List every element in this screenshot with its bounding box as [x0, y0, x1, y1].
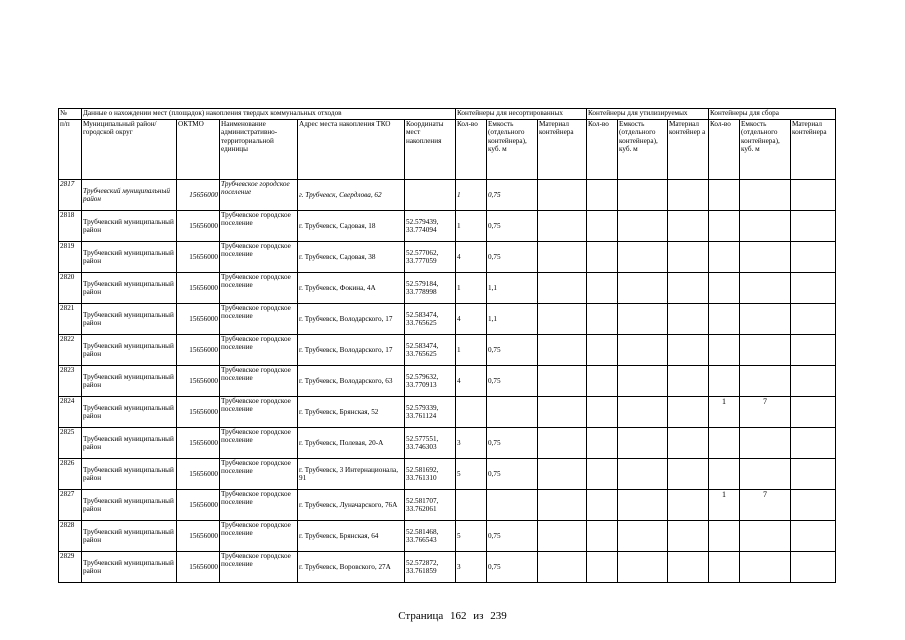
- header-material2: Материал контейнер а: [668, 120, 709, 180]
- row-oktmo: 15656000: [177, 459, 220, 490]
- row-coords: 52.581468, 33.766543: [405, 521, 456, 552]
- header-address: Адрес места накопления ТКО: [298, 120, 405, 180]
- row-address: г. Трубчевск, Свердлова, 62: [298, 180, 405, 211]
- table-row: [59, 459, 836, 490]
- row-capacity: 0,75: [487, 180, 538, 211]
- row-district: Трубчевский муниципальный район: [82, 397, 177, 428]
- header-qty2: Кол-во: [587, 120, 618, 180]
- table-row: [59, 428, 836, 459]
- row-admin: Трубчевское городское поселение: [220, 521, 298, 552]
- waste-sites-table: [58, 108, 836, 583]
- row-coords: 52.581707, 33.762061: [405, 490, 456, 521]
- row-admin: Трубчевское городское поселение: [220, 428, 298, 459]
- row-coords: 52.579439, 33.774094: [405, 211, 456, 242]
- row-number: 2819: [59, 242, 82, 273]
- row-qty: 1: [456, 180, 487, 211]
- header-qty3: Кол-во: [709, 120, 740, 180]
- row-capacity2: [618, 242, 668, 273]
- row-qty2: [587, 304, 618, 335]
- table-row: [59, 304, 836, 335]
- row-address: г. Трубчевск, Садовая, 18: [298, 211, 405, 242]
- row-capacity2: [618, 335, 668, 366]
- row-district: Трубчевский муниципальный район: [82, 428, 177, 459]
- row-number: 2823: [59, 366, 82, 397]
- row-admin: Трубчевское городское поселение: [220, 304, 298, 335]
- table-row: [59, 273, 836, 304]
- row-material2: [668, 211, 709, 242]
- row-material2: [668, 366, 709, 397]
- row-capacity3: [740, 335, 791, 366]
- row-coords: 52.579184, 33.778998: [405, 273, 456, 304]
- row-district: Трубчевский муниципальный район: [82, 273, 177, 304]
- row-qty: 1: [456, 211, 487, 242]
- row-material3: [791, 459, 836, 490]
- row-material3: [791, 211, 836, 242]
- header-group-recycle: Контейнеры для утилизируемых: [587, 109, 709, 120]
- row-material: [538, 304, 587, 335]
- row-admin: Трубчевское городское поселение: [220, 211, 298, 242]
- header-qty: Кол-во: [456, 120, 487, 180]
- row-capacity3: [740, 366, 791, 397]
- row-qty: 1: [456, 273, 487, 304]
- row-capacity3: 7: [740, 490, 791, 521]
- header-coords: Координаты мест накопления: [405, 120, 456, 180]
- row-qty3: [709, 521, 740, 552]
- row-qty3: [709, 273, 740, 304]
- row-material2: [668, 490, 709, 521]
- row-number: 2820: [59, 273, 82, 304]
- row-admin: Трубчевское городское поселение: [220, 397, 298, 428]
- row-coords: 52.572872, 33.761859: [405, 552, 456, 583]
- row-district: Трубчевский муниципальный район: [82, 304, 177, 335]
- row-qty3: [709, 211, 740, 242]
- row-material2: [668, 335, 709, 366]
- of-word: из: [473, 610, 484, 622]
- row-number: 2818: [59, 211, 82, 242]
- row-oktmo: 15656000: [177, 335, 220, 366]
- row-capacity3: [740, 459, 791, 490]
- row-material3: [791, 273, 836, 304]
- row-capacity: 0,75: [487, 459, 538, 490]
- row-material: [538, 273, 587, 304]
- row-admin: Трубчевское городское поселение: [220, 180, 298, 211]
- row-qty2: [587, 211, 618, 242]
- row-qty2: [587, 180, 618, 211]
- row-capacity2: [618, 180, 668, 211]
- page-word: Страница: [398, 610, 444, 622]
- row-qty2: [587, 490, 618, 521]
- row-qty3: [709, 335, 740, 366]
- row-qty2: [587, 397, 618, 428]
- row-material2: [668, 242, 709, 273]
- row-capacity3: 7: [740, 397, 791, 428]
- row-capacity: [487, 490, 538, 521]
- row-capacity2: [618, 366, 668, 397]
- row-capacity2: [618, 428, 668, 459]
- row-qty: [456, 490, 487, 521]
- row-material2: [668, 459, 709, 490]
- row-material3: [791, 335, 836, 366]
- row-capacity: 0,75: [487, 366, 538, 397]
- row-capacity2: [618, 273, 668, 304]
- row-material3: [791, 304, 836, 335]
- row-material: [538, 428, 587, 459]
- row-admin: Трубчевское городское поселение: [220, 335, 298, 366]
- row-material: [538, 397, 587, 428]
- row-qty3: [709, 180, 740, 211]
- row-address: г. Трубчевск, 3 Интернационала, 91: [298, 459, 405, 490]
- row-qty3: [709, 242, 740, 273]
- table-row: [59, 397, 836, 428]
- row-qty3: 1: [709, 397, 740, 428]
- row-number: 2827: [59, 490, 82, 521]
- table-row: [59, 242, 836, 273]
- row-coords: 52.577062, 33.777059: [405, 242, 456, 273]
- row-material3: [791, 428, 836, 459]
- row-district: Трубчевский муниципальный район: [82, 242, 177, 273]
- row-coords: [405, 180, 456, 211]
- row-material3: [791, 242, 836, 273]
- row-capacity3: [740, 273, 791, 304]
- table-row: [59, 552, 836, 583]
- row-address: г. Трубчевск, Брянская, 64: [298, 521, 405, 552]
- row-capacity: 0,75: [487, 335, 538, 366]
- row-capacity3: [740, 552, 791, 583]
- row-qty3: [709, 552, 740, 583]
- row-coords: 52.581692, 33.761310: [405, 459, 456, 490]
- row-coords: 52.583474, 33.765625: [405, 335, 456, 366]
- row-address: г. Трубчевск, Володарского, 17: [298, 304, 405, 335]
- row-qty: 3: [456, 552, 487, 583]
- row-qty: 5: [456, 521, 487, 552]
- row-material: [538, 335, 587, 366]
- row-capacity3: [740, 180, 791, 211]
- row-material: [538, 459, 587, 490]
- row-material3: [791, 552, 836, 583]
- row-coords: 52.583474, 33.765625: [405, 304, 456, 335]
- table-row: [59, 180, 836, 211]
- table-row: [59, 211, 836, 242]
- row-material3: [791, 521, 836, 552]
- row-qty3: [709, 428, 740, 459]
- row-address: г. Трубчевск, Фокина, 4А: [298, 273, 405, 304]
- row-material2: [668, 273, 709, 304]
- row-capacity: [487, 397, 538, 428]
- row-number: 2828: [59, 521, 82, 552]
- row-address: г. Трубчевск, Володарского, 17: [298, 335, 405, 366]
- row-qty3: [709, 304, 740, 335]
- row-capacity: 0,75: [487, 552, 538, 583]
- row-number: 2826: [59, 459, 82, 490]
- row-oktmo: 15656000: [177, 552, 220, 583]
- row-material: [538, 490, 587, 521]
- header-num: №: [59, 109, 82, 120]
- header-capacity2: Емкость (отдельного контейнера), куб. м: [618, 120, 668, 180]
- row-qty: [456, 397, 487, 428]
- table-row: [59, 335, 836, 366]
- row-admin: Трубчевское городское поселение: [220, 242, 298, 273]
- row-qty3: 1: [709, 490, 740, 521]
- row-oktmo: 15656000: [177, 211, 220, 242]
- row-material: [538, 180, 587, 211]
- row-district: Трубчевский муниципальный район: [82, 459, 177, 490]
- row-capacity: 1,1: [487, 304, 538, 335]
- row-capacity: 0,75: [487, 242, 538, 273]
- row-capacity2: [618, 459, 668, 490]
- row-oktmo: 15656000: [177, 428, 220, 459]
- row-capacity2: [618, 304, 668, 335]
- row-capacity: 0,75: [487, 211, 538, 242]
- header-num2: п/п: [59, 120, 82, 180]
- row-oktmo: 15656000: [177, 304, 220, 335]
- row-qty2: [587, 552, 618, 583]
- row-material3: [791, 180, 836, 211]
- row-material: [538, 521, 587, 552]
- header-district: Муниципальный район/городской округ: [82, 120, 177, 180]
- table-row: [59, 366, 836, 397]
- row-number: 2825: [59, 428, 82, 459]
- table-row: [59, 521, 836, 552]
- row-admin: Трубчевское городское поселение: [220, 273, 298, 304]
- row-admin: Трубчевское городское поселение: [220, 366, 298, 397]
- row-oktmo: 15656000: [177, 521, 220, 552]
- header-oktmo: ОКТМО: [177, 120, 220, 180]
- row-material2: [668, 397, 709, 428]
- row-address: г. Трубчевск, Володарского, 63: [298, 366, 405, 397]
- row-district: Трубчевский муниципальный район: [82, 521, 177, 552]
- row-qty3: [709, 459, 740, 490]
- row-material3: [791, 397, 836, 428]
- row-material3: [791, 366, 836, 397]
- row-capacity3: [740, 428, 791, 459]
- header-admin: Наименование административно-территориальной единицы: [220, 120, 298, 180]
- row-material2: [668, 521, 709, 552]
- row-number: 2817: [59, 180, 82, 211]
- row-capacity2: [618, 397, 668, 428]
- row-address: г. Трубчевск, Воровского, 27А: [298, 552, 405, 583]
- row-number: 2824: [59, 397, 82, 428]
- row-capacity3: [740, 211, 791, 242]
- row-qty: 1: [456, 335, 487, 366]
- row-district: Трубчевский муниципальный район: [82, 366, 177, 397]
- row-address: г. Трубчевск, Полевая, 20-А: [298, 428, 405, 459]
- row-coords: 52.579339, 33.761124: [405, 397, 456, 428]
- row-qty2: [587, 242, 618, 273]
- row-capacity2: [618, 490, 668, 521]
- row-admin: Трубчевское городское поселение: [220, 552, 298, 583]
- table-row: [59, 490, 836, 521]
- row-capacity: 0,75: [487, 428, 538, 459]
- header-capacity: Емкость (отдельного контейнера), куб. м: [487, 120, 538, 180]
- row-qty3: [709, 366, 740, 397]
- row-oktmo: 15656000: [177, 242, 220, 273]
- row-address: г. Трубчевск, Брянская, 52: [298, 397, 405, 428]
- header-group-collect: Контейнеры для сбора: [709, 109, 836, 120]
- page-number: 162: [450, 610, 467, 622]
- row-capacity3: [740, 304, 791, 335]
- row-oktmo: 15656000: [177, 180, 220, 211]
- header-group-location: Данные о нахождении мест (площадок) накопления твердых коммунальных отходов: [82, 109, 456, 120]
- row-qty: 5: [456, 459, 487, 490]
- row-qty2: [587, 273, 618, 304]
- row-qty2: [587, 521, 618, 552]
- row-address: г. Трубчевск, Садовая, 38: [298, 242, 405, 273]
- row-coords: 52.579632, 33.770913: [405, 366, 456, 397]
- row-material: [538, 242, 587, 273]
- row-admin: Трубчевское городское поселение: [220, 459, 298, 490]
- row-qty2: [587, 335, 618, 366]
- row-oktmo: 15656000: [177, 490, 220, 521]
- row-oktmo: 15656000: [177, 273, 220, 304]
- row-address: г. Трубчевск, Луначарского, 76А: [298, 490, 405, 521]
- row-material2: [668, 428, 709, 459]
- row-district: Трубчевский муниципальный район: [82, 335, 177, 366]
- page-total: 239: [490, 610, 507, 622]
- row-district: Трубчевский муниципальный район: [82, 552, 177, 583]
- row-material2: [668, 180, 709, 211]
- row-district: Трубчевский муниципальный район: [82, 211, 177, 242]
- row-capacity2: [618, 211, 668, 242]
- row-capacity2: [618, 552, 668, 583]
- row-capacity: 0,75: [487, 521, 538, 552]
- row-material: [538, 211, 587, 242]
- row-qty2: [587, 459, 618, 490]
- row-district: Трубчевский муниципальный район: [82, 180, 177, 211]
- row-oktmo: 15656000: [177, 397, 220, 428]
- row-coords: 52.577551, 33.746303: [405, 428, 456, 459]
- row-material: [538, 552, 587, 583]
- row-material2: [668, 552, 709, 583]
- header-material3: Материал контейнера: [791, 120, 836, 180]
- row-qty: 4: [456, 366, 487, 397]
- row-capacity2: [618, 521, 668, 552]
- page-footer: [0, 610, 905, 622]
- row-qty2: [587, 366, 618, 397]
- row-qty: 4: [456, 242, 487, 273]
- row-capacity3: [740, 521, 791, 552]
- row-capacity: 1,1: [487, 273, 538, 304]
- row-qty2: [587, 428, 618, 459]
- header-material: Материал контейнера: [538, 120, 587, 180]
- row-number: 2821: [59, 304, 82, 335]
- row-admin: Трубчевское городское поселение: [220, 490, 298, 521]
- row-qty: 3: [456, 428, 487, 459]
- row-district: Трубчевский муниципальный район: [82, 490, 177, 521]
- row-oktmo: 15656000: [177, 366, 220, 397]
- row-number: 2829: [59, 552, 82, 583]
- header-capacity3: Емкость (отдельного контейнера), куб. м: [740, 120, 791, 180]
- header-group-unsorted: Контейнеры для несортированных: [456, 109, 587, 120]
- row-qty: 4: [456, 304, 487, 335]
- row-material2: [668, 304, 709, 335]
- row-material3: [791, 490, 836, 521]
- row-number: 2822: [59, 335, 82, 366]
- row-capacity3: [740, 242, 791, 273]
- row-material: [538, 366, 587, 397]
